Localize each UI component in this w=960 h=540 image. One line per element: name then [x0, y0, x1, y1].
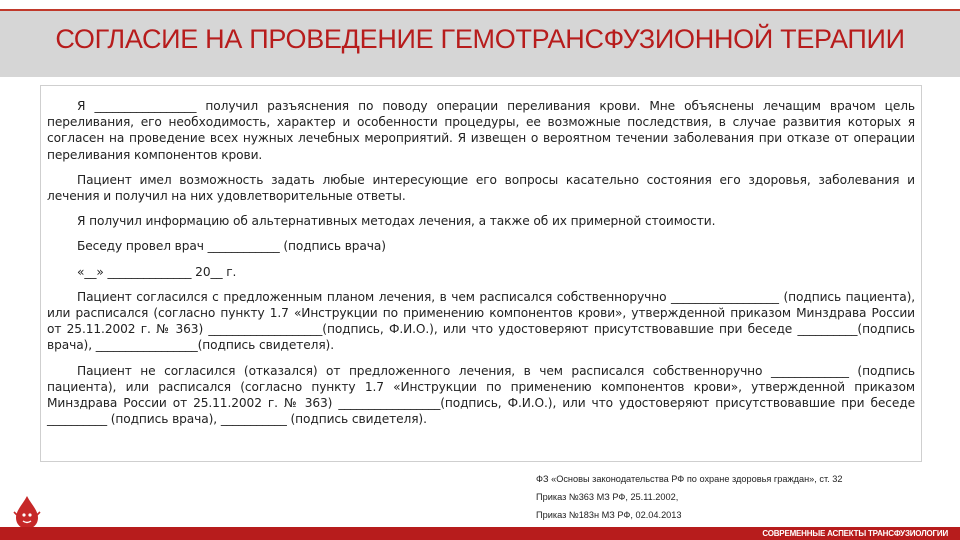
reference-item: Приказ №183н МЗ РФ, 02.04.2013: [536, 510, 682, 520]
paragraph-refused: Пациент не согласился (отказался) от предложенного лечения, в чем расписался собственноручно _____________ (подпись пациента), или расписался (согласно пункту 1.7 «Инструкции по применению компонентов крови», утвержденной приказом Минздрава России от 25.11.2002 г. № 363) _________________(подпись, Ф.И.О.), или что удостоверяют присутствовавшие при беседе __________ (подпись врача), ___________ (подпись свидетеля).: [47, 363, 915, 427]
paragraph-date: «__» ______________ 20__ г.: [77, 264, 237, 279]
reference-item: Приказ №363 МЗ РФ, 25.11.2002,: [536, 492, 679, 502]
blood-drop-icon: [12, 494, 42, 530]
page-title: СОГЛАСИЕ НА ПРОВЕДЕНИЕ ГЕМОТРАНСФУЗИОННОЙ ТЕРАПИИ: [55, 24, 905, 54]
footer-bar: [0, 527, 960, 540]
paragraph-doctor-signature: Беседу провел врач ____________ (подпись врача): [77, 239, 386, 254]
paragraph-agreed: Пациент согласился с предложенным планом лечения, в чем расписался собственноручно __________________ (подпись пациента), или расписался (согласно пункту 1.7 «Инструкции по применению компонентов крови», утвержденной приказом Минздрава России от 25.11.2002 г. № 363) ___________________(подпись, Ф.И.О.), или что удостоверяют присутствовавшие при беседе __________(подпись врача), _________________(подпись свидетеля).: [47, 289, 915, 353]
paragraph-alternatives: Я получил информацию об альтернативных методах лечения, а также об их примерной стоимости.: [77, 214, 716, 229]
reference-item: ФЗ «Основы законодательства РФ по охране здоровья граждан», ст. 32: [536, 474, 843, 484]
references-list: [536, 470, 946, 524]
paragraph-questions: Пациент имел возможность задать любые интересующие его вопросы касательно состояния его здоровья, заболевания и лечения и получил на них удовлетворительные ответы.: [47, 172, 915, 204]
paragraph-consent: Я _________________ получил разъяснения по поводу операции переливания крови. Мне объяснены лечащим врачом цель переливания, его необходимость, характер и особенности процедуры, ее возможные последствия, в случае развития которых я согласен на проведение всех нужных лечебных мероприятий. Я извещен о вероятном течении заболевания при отказе от операции переливания компонентов крови.: [47, 99, 915, 162]
footer-label: СОВРЕМЕННЫЕ АСПЕКТЫ ТРАНСФУЗИОЛОГИИ: [762, 529, 948, 538]
consent-document: [40, 85, 922, 462]
